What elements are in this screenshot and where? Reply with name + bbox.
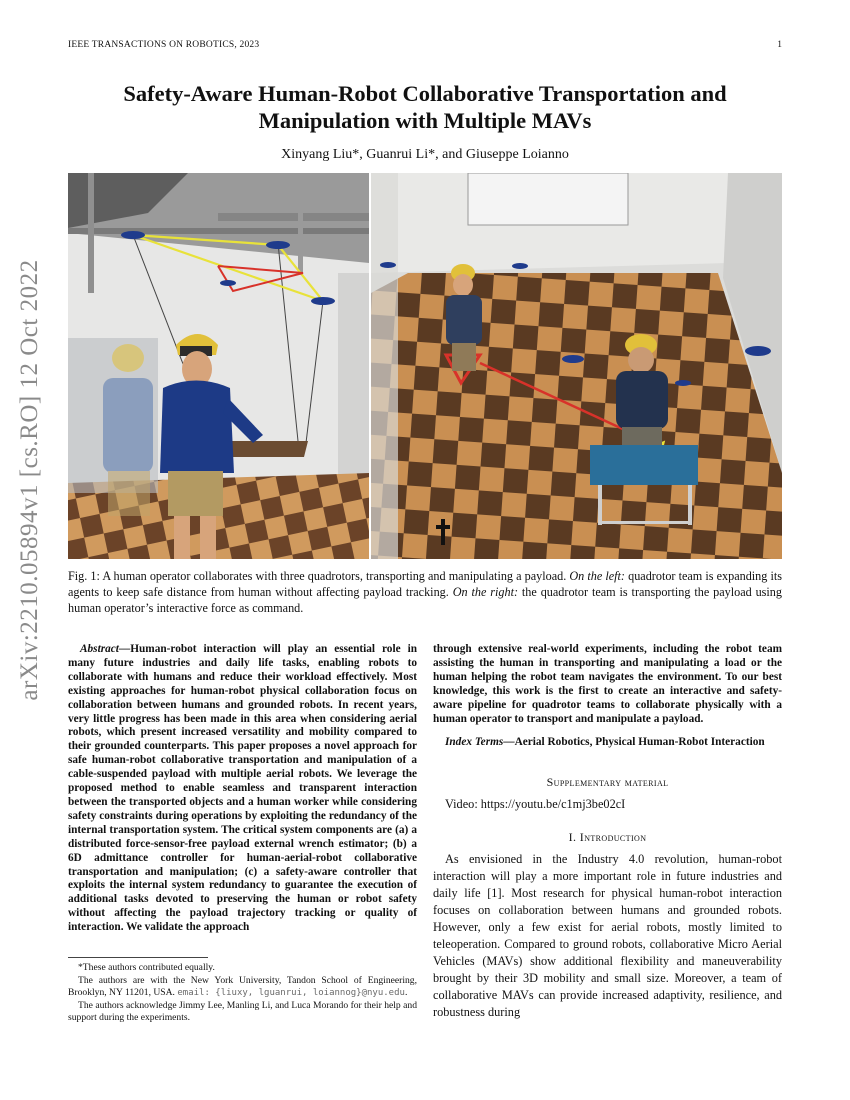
index-terms-label: Index Terms bbox=[445, 736, 504, 749]
affiliation-text: The authors are with the New York University, Tandon School of Engineering, Brooklyn, NY 11201, USA. bbox=[68, 974, 417, 998]
supplementary-heading: Supplementary material bbox=[546, 775, 669, 790]
author-emails[interactable]: email: {liuxy, lguanrui, loiannog}@nyu.edu bbox=[177, 988, 405, 998]
left-photo bbox=[68, 173, 369, 559]
author-list: Xinyang Liu*, Guanrui Li*, and Giuseppe Loianno bbox=[281, 147, 569, 162]
index-terms-text: —Aerial Robotics, Physical Human-Robot Interaction bbox=[503, 736, 765, 749]
abstract-label: Abstract bbox=[80, 643, 119, 655]
page-number: 1 bbox=[777, 40, 782, 50]
right-column bbox=[433, 643, 782, 1021]
introduction-heading: I. Introduction bbox=[568, 830, 647, 845]
email-tail: . bbox=[404, 987, 408, 998]
arxiv-stamp-text: arXiv:2210.05894v1 [cs.RO] 12 Oct 2022 bbox=[16, 259, 43, 701]
right-photo bbox=[371, 173, 782, 559]
figure-1-photos bbox=[68, 173, 782, 559]
index-terms bbox=[433, 736, 782, 750]
supplementary-video-link[interactable]: Video: https://youtu.be/c1mj3be02cI bbox=[445, 797, 626, 812]
footnotes bbox=[68, 962, 417, 1025]
abstract-paragraph bbox=[68, 643, 417, 935]
figure-label: Fig. 1: bbox=[68, 569, 100, 583]
arxiv-stamp bbox=[8, 180, 52, 780]
caption-part-b: quadrotor team is expanding its agents to keep safe distance from human without affecting payload tracking. bbox=[68, 569, 782, 599]
figure-1 bbox=[68, 173, 782, 559]
footnote-equal-contribution: *These authors contributed equally. bbox=[78, 962, 215, 973]
caption-part-a: A human operator collaborates with three quadrotors, transporting and manipulating a payload. bbox=[99, 569, 570, 583]
caption-part-c: the quadrotor team is transporting the payload using human operator’s interactive force as command. bbox=[68, 585, 782, 615]
caption-right-label: On the right: bbox=[452, 585, 519, 599]
introduction-text: As envisioned in the Industry 4.0 revolution, human-robot interaction will play a more important role in future industries and daily life [1]. Most research for physical human-robot interaction focuses on collaboration between humans and grounded robots. However, only a few exist for aerial robots, mostly limited to teleoperation. Compared to ground robots, collaborative Micro Aerial Vehicles (MAVs) show additional flexibility and maneuverability brought by their 3D mobility and small size. Moreover, a team of collaborative MAVs can provide increased adaptivity, resilience, and robustness during bbox=[433, 852, 782, 1020]
title-line-1: Safety-Aware Human-Robot Collaborative Transportation and bbox=[123, 81, 727, 106]
figure-1-caption bbox=[68, 568, 782, 616]
journal-header: IEEE TRANSACTIONS ON ROBOTICS, 2023 bbox=[68, 40, 260, 50]
footnote-rule bbox=[68, 957, 208, 958]
footnote-acknowledgement: The authors acknowledge Jimmy Lee, Manling Li, and Luca Morando for their help and support during the experiments. bbox=[68, 999, 417, 1023]
title-line-2: Manipulation with Multiple MAVs bbox=[258, 108, 592, 133]
paper-title bbox=[68, 80, 782, 134]
footnote-affiliation bbox=[68, 975, 417, 1000]
caption-left-label: On the left: bbox=[569, 569, 625, 583]
abstract-continuation: through extensive real-world experiments, including the robot team assisting the human in transporting and manipulating a load or the human helping the robot team navigates the environment. To our best knowledge, this work is the first to create an interactive and safety-aware pipeline for quadrotor teams to collaborate physically with a human operator to transport and manipulate a payload. bbox=[433, 643, 782, 725]
left-column bbox=[68, 643, 417, 935]
abstract-text: —Human-robot interaction will play an essential role in many future industries and daily life tasks, enabling robots to collaborate with humans and reduce their workload effectively. Most existing approaches for human-robot physical collaboration focus on collaboration between humans and grounded robots. In recent years, very little progress has been made in this area when considering aerial robots, which present increased versatility and mobility compared to their grounded counterparts. This paper proposes a novel approach for safe human-robot collaborative transportation and manipulation of a cable-suspended payload with multiple aerial robots. We leverage the proposed method to enable seamless and transparent interaction between the transported objects and a human worker while considering safety constraints during operations by exploiting the redundancy of the internal transportation system. The critical system components are (a) a distributed force-sensor-free payload external wrench estimator; (b) a 6D admittance controller for human-aerial-robot collaborative transportation and manipulation; (c) a safety-aware controller that exploits the internal system redundancy to guarantee the execution of additional tasks devoted to preserving the human or robot safety without affecting the payload trajectory tracking or quality of interaction. We validate the approach bbox=[68, 643, 417, 934]
